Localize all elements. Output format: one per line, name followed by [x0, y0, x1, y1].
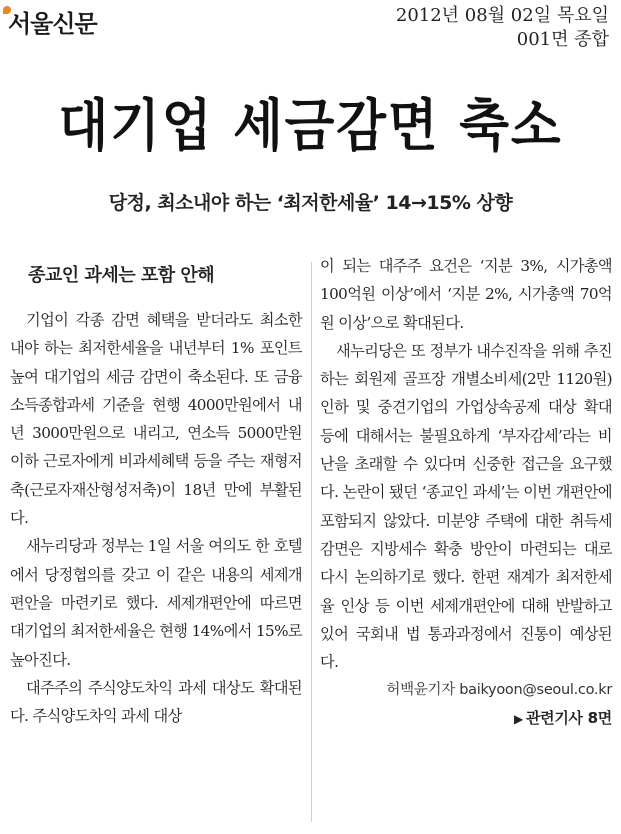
article-column-left — [10, 252, 302, 730]
paragraph: 기업이 각종 감면 혜택을 받더라도 최소한 내야 하는 최저한세율을 내년부터 1% 포인트 높여 대기업의 세금 감면이 축소된다. 또 금융소득종합과세 기준을 현행 4000만원에서 내년 3000만원으로 내리고, 연소득 5000만원 이하 근로자에게 비과세혜택 등을 주는 재형저축(근로자재산형성저축)이 18년 만에 부활된다. — [10, 311, 302, 528]
headline: 대기업 세금감면 축소 — [58, 94, 563, 159]
paragraph: 대주주의 주식양도차익 과세 대상도 확대된다. 주식양도차익 과세 대상 — [10, 678, 302, 726]
dateline — [396, 4, 609, 52]
article-column-right — [320, 252, 612, 733]
section-title: 종교인 과세는 포함 안해 — [28, 265, 215, 286]
paragraph: 새누리당은 또 정부가 내수진작을 위해 추진하는 회원제 골프장 개별소비세(2만 1120원) 인하 및 중견기업의 가업상속공제 대상 확대 등에 대해서는 불필요하게 ‘부자감세’라는 비난을 초래할 수 있다며 신중한 접근을 요구했다. 논란이 됐던 ‘종교인 과세’는 이번 개편안에 포함되지 않았다. 미분양 주택에 대한 취득세 감면은 지방세수 확충 방안이 마련되는 대로 다시 논의하기로 했다. 한편 재계가 최저한세율 인상 등 이번 세제개편안에 대해 반발하고 있어 국회내 법 통과과정에서 진통이 예상된다. — [320, 341, 612, 672]
triangle-right-icon: ▶ — [514, 712, 523, 727]
subheadline: 당정, 최소내야 하는 ‘최저한세율’ 14→15% 상향 — [108, 192, 513, 214]
byline: 허백윤기자 baikyoon@seoul.co.kr — [386, 682, 612, 699]
newspaper-logo: 서울신문 — [8, 10, 97, 38]
page-section: 001면 종합 — [516, 29, 609, 50]
masthead — [0, 0, 621, 66]
paragraph-continued: 이 되는 대주주 요건은 ‘지분 3%, 시가총액 100억원 이상’에서 ‘지분 2%, 시가총액 70억원 이상’으로 확대된다. — [320, 257, 612, 332]
column-divider — [311, 262, 312, 822]
paragraph: 새누리당과 정부는 1일 서울 여의도 한 호텔에서 당정협의를 갖고 이 같은 내용의 세제개편안을 마련키로 했다. 세제개편안에 따르면 대기업의 최저한세율은 현행 14%에서 15%로 높아진다. — [10, 537, 302, 669]
related-article-label: 관련기사 8면 — [525, 709, 612, 728]
related-article-link[interactable] — [320, 704, 612, 733]
issue-date: 2012년 08월 02일 목요일 — [395, 5, 609, 26]
